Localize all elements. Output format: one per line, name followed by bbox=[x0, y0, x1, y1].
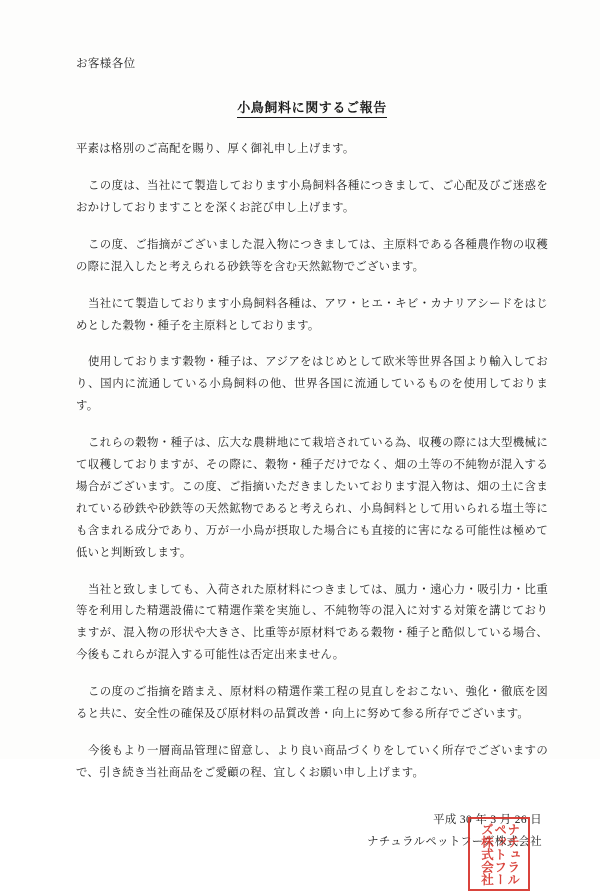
document-title bbox=[76, 97, 548, 117]
company-seal-text: ナチュラルペットフーズ株式会社 bbox=[479, 823, 520, 886]
paragraph-greeting: 平素は格別のご高配を賜り、厚く御礼申し上げます。 bbox=[76, 143, 355, 156]
paragraph-harvest-detail: これらの穀物・種子は、広大な農耕地にて栽培されている為、収穫の際には大型機械にて収穫しておりますが、その際に、穀物・種子だけでなく、畑の土等の不純物が混入する場合がございます。この度、ご指摘いただきましたいております混入物は、畑の土に含まれている砂鉄や砂鉄等の天然鉱物であると考えられ、小鳥飼料として用いられる塩土等にも含まれる成分であり、万が一小鳥が摂取した場合にも直接的に害になる可能性は極めて低いと判断致します。 bbox=[76, 437, 548, 559]
signature-block bbox=[76, 811, 548, 886]
paragraph-screening-measures: 当社と致しましても、入荷された原材料につきましては、風力・遠心力・吸引力・比重等を利用した精選設備にて精選作業を実施し、不純物等の混入に対する対策を講じておりますが、混入物の形状や大きさ、比重等が原材料である穀物・種子と酷似している場合、今後もこれらが混入する可能性は否定出来ません。 bbox=[76, 583, 548, 662]
signature-company: ナチュラルペットフーズ株式会社 bbox=[367, 835, 542, 848]
paragraph-contaminant-explanation: この度、ご指摘がございました混入物につきましては、主原料である各種農作物の収穫の際に混入したと考えられる砂鉄等を含む天然鉱物でございます。 bbox=[76, 238, 548, 273]
paragraph-apology: この度は、当社にて製造しております小鳥飼料各種につきまして、ご心配及びご迷惑をおかけしておりますことを深くお詫び申し上げます。 bbox=[76, 180, 548, 215]
signature-date: 平成 30 年 3 月 26 日 bbox=[433, 813, 542, 826]
paragraph-improvement-plan: この度のご指摘を踏まえ、原材料の精選作業工程の見直しをおこない、強化・徹底を図ると共に、安全性の確保及び原材料の品質改善・向上に努めて参る所存でございます。 bbox=[76, 686, 548, 720]
addressee-line: お客様各位 bbox=[76, 58, 136, 70]
company-seal-stamp bbox=[468, 817, 530, 891]
paragraph-ingredients: 当社にて製造しております小鳥飼料各種は、アワ・ヒエ・キビ・カナリアシードをはじめとした穀物・種子を主原料としております。 bbox=[76, 297, 548, 332]
paragraph-closing: 今後もより一層商品管理に留意し、より良い商品づくりをしていく所存でございますので、引き続き当社商品をご愛顧の程、宜しくお願い申し上げます。 bbox=[76, 744, 548, 779]
document-title-text: 小鳥飼料に関するご報告 bbox=[237, 100, 387, 118]
paragraph-sourcing: 使用しております穀物・種子は、アジアをはじめとして欧米等世界各国より輸入しており、国内に流通している小鳥飼料の他、世界各国に流通しているものを使用しております。 bbox=[76, 356, 548, 413]
